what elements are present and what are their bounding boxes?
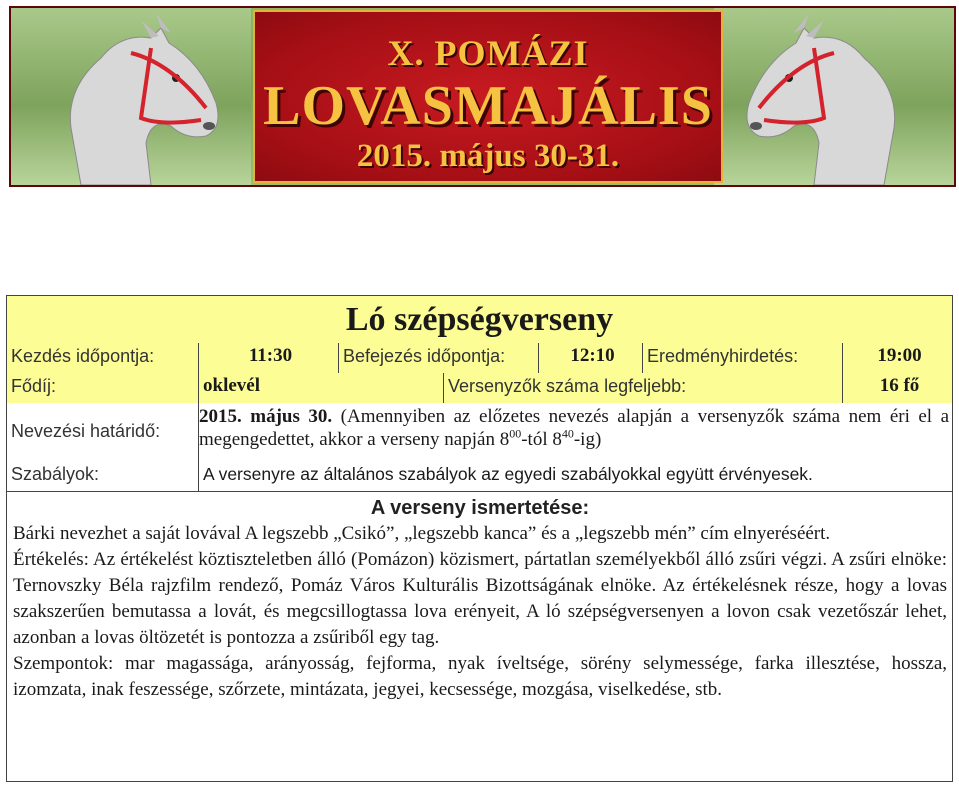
start-time-value: 11:30 xyxy=(199,343,339,373)
deadline-note-part1: (Amennyiben az előzetes nevezés alapján a versenyzők száma nem éri el a megengedettet, akkor a verseny napján 8 xyxy=(199,406,950,450)
start-time-label: Kezdés időpontja: xyxy=(7,343,199,373)
deadline-label: Nevezési határidő: xyxy=(7,403,199,461)
horse-head-right-illustration xyxy=(714,8,954,185)
competition-description xyxy=(13,495,947,703)
end-time-label: Befejezés időpontja: xyxy=(339,343,539,373)
horse-head-left-illustration xyxy=(11,8,251,185)
max-competitors-value: 16 fő xyxy=(879,375,920,396)
schedule-row xyxy=(7,343,952,374)
rules-label: Szabályok: xyxy=(7,461,199,491)
description-evaluation: Értékelés: Az értékelést köztiszteletben álló (Pomázon) közismert, pártatlan személyekből álló zsűri végzi. A zsűri elnöke: Ternovszky Béla rajzfilm rendező, Pomáz Város Kulturális Bizottságának elnöke. Az értékelésnek része, hogy a lovas szakszerűen bemutassa a lovát, és megcsillogtassa lova erényeit, A ló szépségversenyen a lovon csak vezetőszár lehet, azonban a lovas öltözetét is pontozza a zsűriből egy tag. xyxy=(13,549,947,648)
banner-event-name: LOVASMAJÁLIS xyxy=(263,75,713,137)
horse-photo-right xyxy=(714,8,954,185)
deadline-sup-start: 00 xyxy=(509,426,522,441)
description-heading: A verseny ismertetése: xyxy=(370,497,590,519)
event-banner xyxy=(9,6,956,187)
rules-value: A versenyre az általános szabályok az egyedi szabályokkal együtt érvényesek. xyxy=(203,464,813,484)
prize-label: Fődíj: xyxy=(7,373,199,403)
deadline-details xyxy=(199,405,949,451)
deadline-note-part3: -ig) xyxy=(573,429,602,450)
results-time-value: 19:00 xyxy=(877,345,922,366)
deadline-row xyxy=(7,403,952,462)
banner-edition: X. POMÁZI xyxy=(387,33,589,73)
horse-photo-left xyxy=(11,8,251,185)
deadline-sup-end: 40 xyxy=(561,426,574,441)
description-entry: Bárki nevezhet a saját lovával A legszebb „Csikó”, „legszebb kanca” és a „legszebb mén” cím elnyeréséért. xyxy=(13,523,831,544)
prize-row xyxy=(7,373,952,404)
competition-title: Ló szépségverseny xyxy=(345,301,614,338)
prize-value: oklevél xyxy=(199,373,444,403)
title-row xyxy=(7,296,952,344)
competition-info-table xyxy=(6,295,953,782)
rules-row xyxy=(7,461,952,492)
results-label: Eredményhirdetés: xyxy=(643,343,843,373)
deadline-date: 2015. május 30. xyxy=(199,406,333,427)
description-criteria: Szempontok: mar magassága, arányosság, fejforma, nyak íveltsége, sörény selymessége, farka illesztése, hossza, izomzata, inak feszessége, szőrzete, mintázata, jegyei, kecsessége, mozgása, viselkedése, stb. xyxy=(13,653,947,700)
banner-date: 2015. május 30-31. xyxy=(356,138,620,174)
deadline-note-part2: -tól 8 xyxy=(521,429,562,450)
banner-title-panel xyxy=(253,10,723,183)
max-competitors-label: Versenyzők száma legfeljebb: xyxy=(444,373,843,403)
end-time-value: 12:10 xyxy=(539,343,643,373)
